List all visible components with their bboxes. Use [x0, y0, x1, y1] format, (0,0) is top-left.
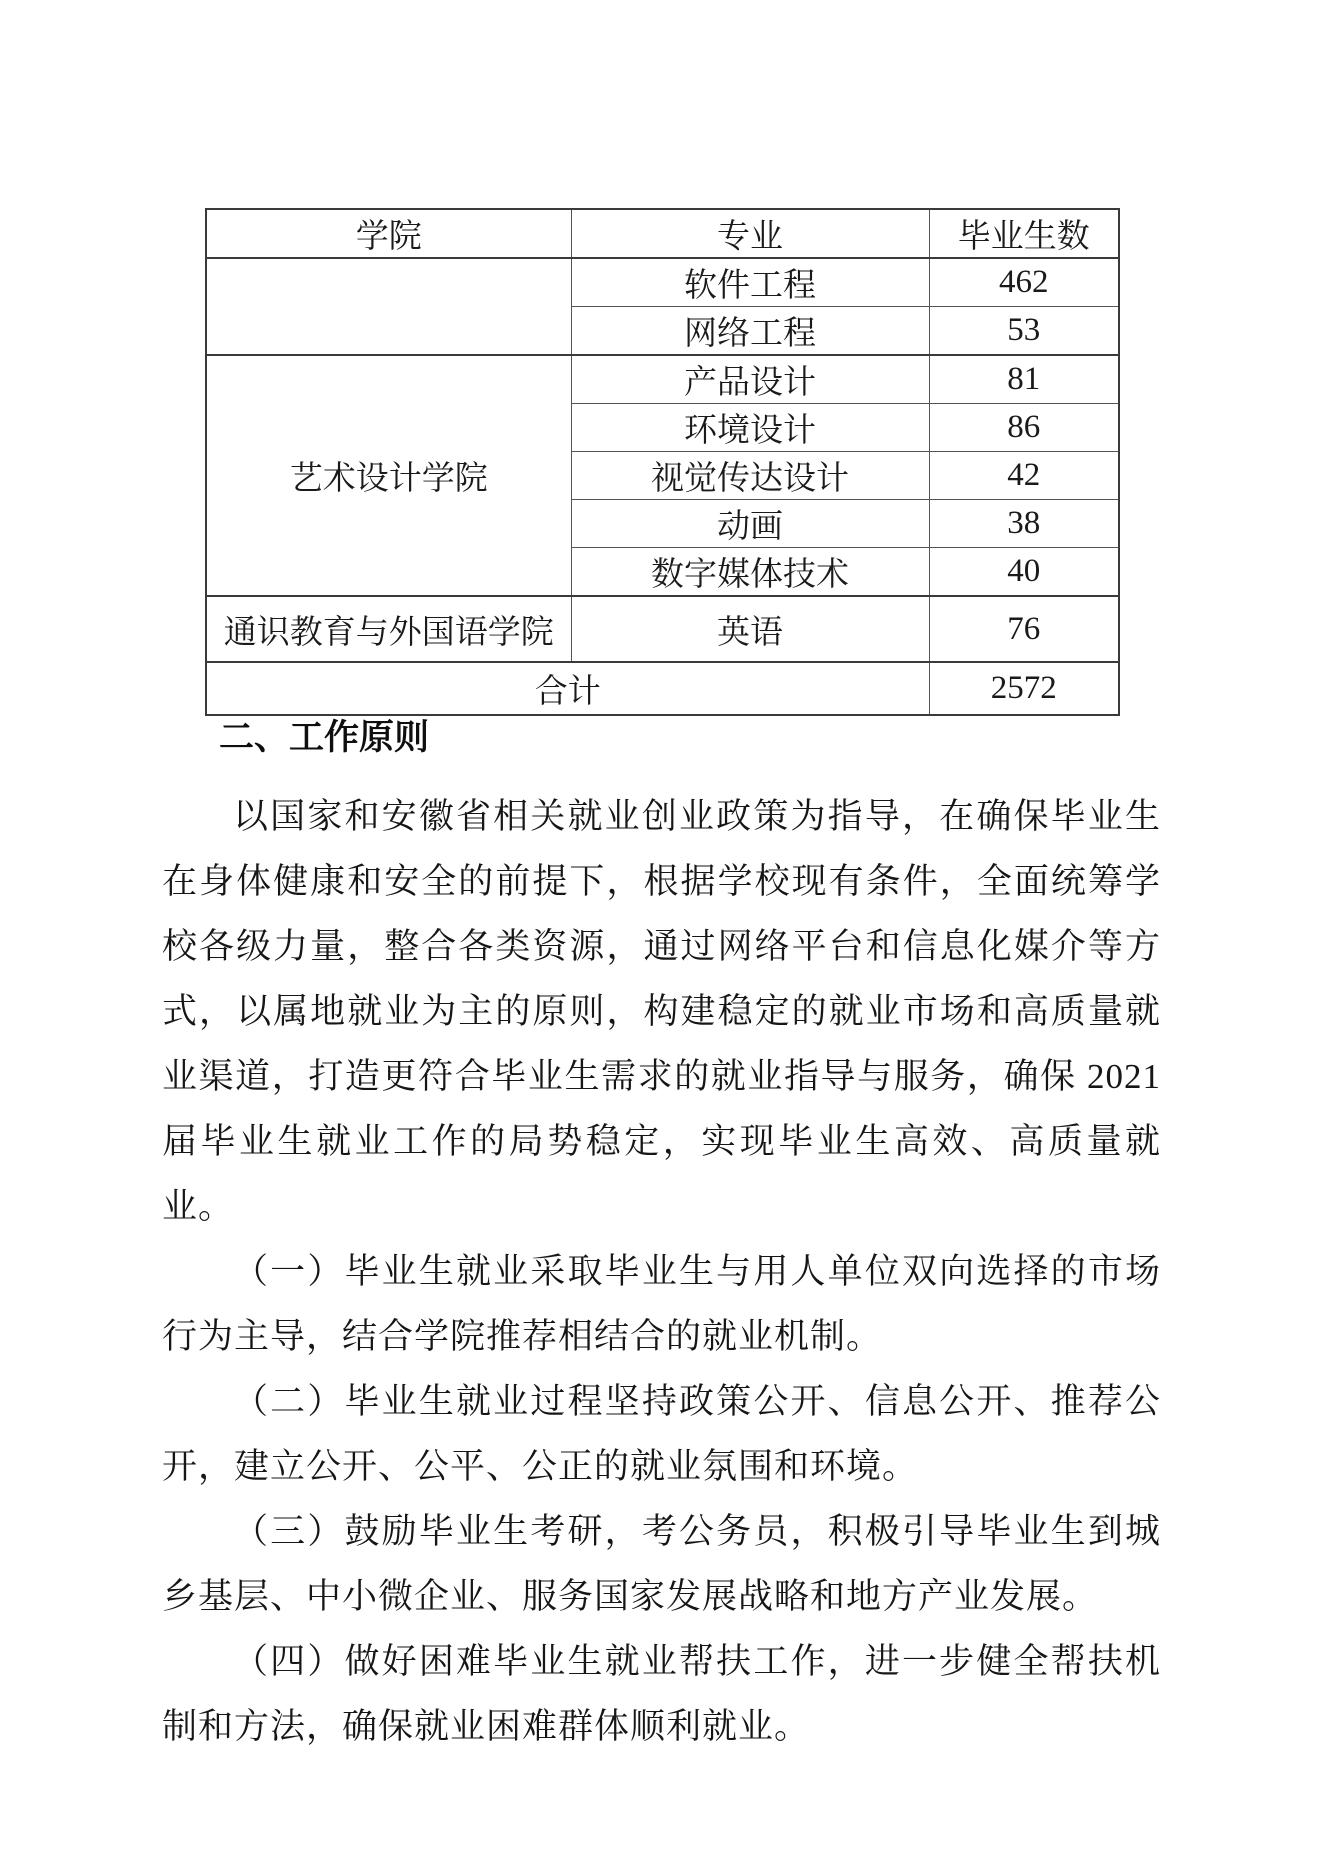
table-row — [206, 355, 1119, 404]
major-cell: 数字媒体技术 — [571, 548, 929, 597]
table-total-row — [206, 662, 1119, 715]
count-cell: 42 — [929, 452, 1119, 500]
count-cell: 38 — [929, 500, 1119, 548]
count-cell: 76 — [929, 596, 1119, 662]
college-cell-art-design: 艺术设计学院 — [206, 355, 571, 596]
count-cell: 40 — [929, 548, 1119, 597]
college-cell-general-education: 通识教育与外国语学院 — [206, 596, 571, 662]
column-header-major: 专业 — [571, 209, 929, 258]
major-cell: 软件工程 — [571, 258, 929, 307]
count-cell: 81 — [929, 355, 1119, 404]
table-row — [206, 258, 1119, 307]
major-cell: 环境设计 — [571, 404, 929, 452]
column-header-count: 毕业生数 — [929, 209, 1119, 258]
paragraph-item-4: （四）做好困难毕业生就业帮扶工作，进一步健全帮扶机制和方法，确保就业困难群体顺利就业。 — [162, 1642, 1161, 1746]
total-label-cell: 合计 — [206, 662, 929, 715]
paragraph-intro: 以国家和安徽省相关就业创业政策为指导，在确保毕业生在身体健康和安全的前提下，根据学校现有条件，全面统筹学校各级力量，整合各类资源，通过网络平台和信息化媒介等方式，以属地就业为主的原则，构建稳定的就业市场和高质量就业渠道，打造更符合毕业生需求的就业指导与服务，确保 2021 届毕业生就业工作的局势稳定，实现毕业生高效、高质量就业。 — [162, 797, 1161, 1226]
major-cell: 动画 — [571, 500, 929, 548]
paragraph-item-2: （二）毕业生就业过程坚持政策公开、信息公开、推荐公开，建立公开、公平、公正的就业氛围和环境。 — [162, 1382, 1161, 1486]
section-heading: 二、工作原则 — [219, 718, 430, 757]
count-cell: 86 — [929, 404, 1119, 452]
document-body — [162, 716, 1161, 1759]
major-cell: 网络工程 — [571, 307, 929, 356]
column-header-college: 学院 — [206, 209, 571, 258]
table-header-row — [206, 209, 1119, 258]
total-value-cell: 2572 — [929, 662, 1119, 715]
major-cell: 产品设计 — [571, 355, 929, 404]
major-cell: 视觉传达设计 — [571, 452, 929, 500]
paragraph-item-1: （一）毕业生就业采取毕业生与用人单位双向选择的市场行为主导，结合学院推荐相结合的就业机制。 — [162, 1252, 1161, 1356]
graduates-table — [205, 208, 1120, 716]
table-row — [206, 596, 1119, 662]
paragraph-item-3: （三）鼓励毕业生考研，考公务员，积极引导毕业生到城乡基层、中小微企业、服务国家发展战略和地方产业发展。 — [162, 1512, 1161, 1616]
major-cell: 英语 — [571, 596, 929, 662]
count-cell: 462 — [929, 258, 1119, 307]
college-cell-empty — [206, 258, 571, 355]
count-cell: 53 — [929, 307, 1119, 356]
